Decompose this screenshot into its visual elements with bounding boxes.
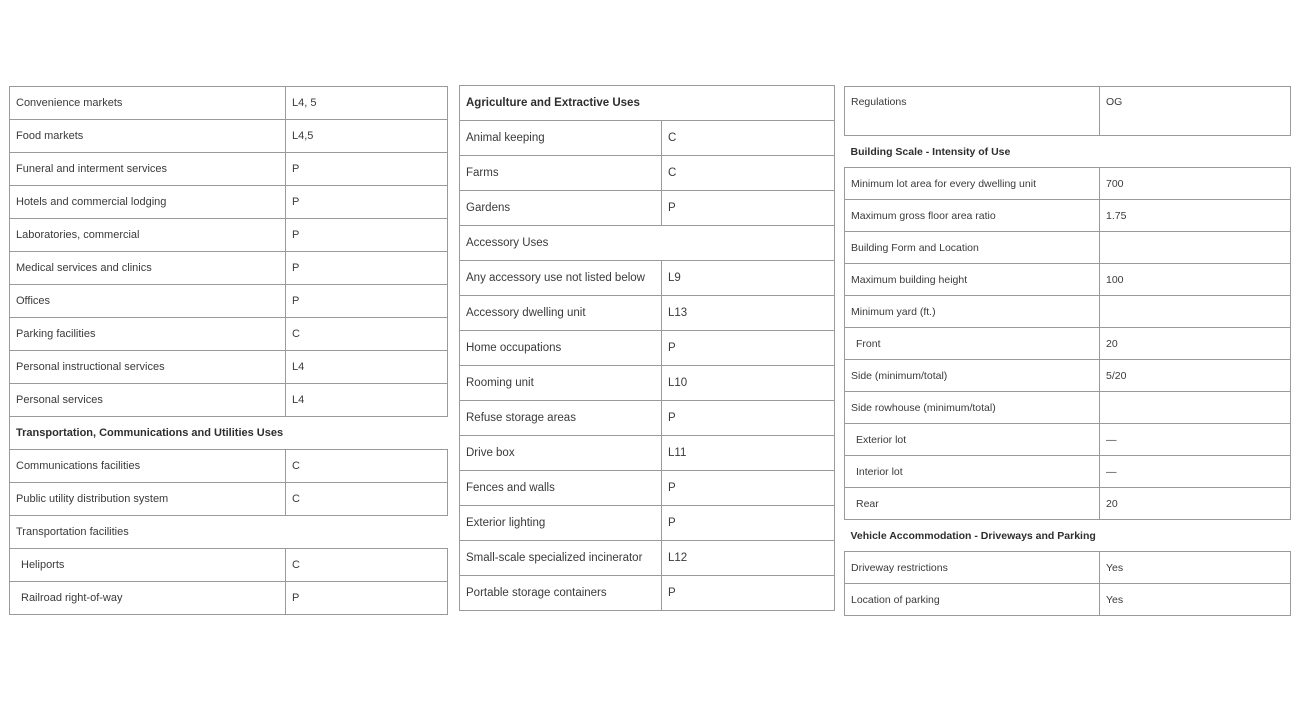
- row-value-empty: [1100, 232, 1291, 264]
- row-value: L11: [662, 436, 835, 471]
- table-row: [460, 471, 835, 506]
- table-row: [10, 120, 448, 153]
- row-label: Animal keeping: [460, 121, 662, 156]
- row-label: Hotels and commercial lodging: [10, 186, 286, 219]
- row-label: Interior lot: [845, 456, 1100, 488]
- table-row: [460, 366, 835, 401]
- row-value: 1.75: [1100, 200, 1291, 232]
- row-label: Drive box: [460, 436, 662, 471]
- row-label: Building Form and Location: [845, 232, 1100, 264]
- row-label: Minimum lot area for every dwelling unit: [845, 168, 1100, 200]
- table-row: [10, 153, 448, 186]
- row-value: 5/20: [1100, 360, 1291, 392]
- row-value-empty: [1100, 296, 1291, 328]
- table-row: [460, 261, 835, 296]
- row-label: Heliports: [10, 549, 286, 582]
- row-value: P: [662, 191, 835, 226]
- row-value: —: [1100, 456, 1291, 488]
- row-label: Side (minimum/total): [845, 360, 1100, 392]
- row-label: Accessory dwelling unit: [460, 296, 662, 331]
- table-row: [460, 191, 835, 226]
- row-label: Front: [845, 328, 1100, 360]
- row-value: P: [286, 285, 448, 318]
- row-value: C: [286, 318, 448, 351]
- uses-table-agriculture-accessory: [459, 85, 835, 611]
- table-row: [845, 392, 1291, 424]
- row-value: P: [286, 252, 448, 285]
- row-value: 100: [1100, 264, 1291, 296]
- row-label: Exterior lighting: [460, 506, 662, 541]
- table-row: [460, 156, 835, 191]
- row-value: L4,5: [286, 120, 448, 153]
- row-label: Personal instructional services: [10, 351, 286, 384]
- row-label: Minimum yard (ft.): [845, 296, 1100, 328]
- table-row: [10, 87, 448, 120]
- row-label: Fences and walls: [460, 471, 662, 506]
- table-row: [845, 424, 1291, 456]
- section-row: [460, 226, 835, 261]
- row-label: Exterior lot: [845, 424, 1100, 456]
- row-label: Maximum building height: [845, 264, 1100, 296]
- row-value: C: [286, 549, 448, 582]
- row-label: Side rowhouse (minimum/total): [845, 392, 1100, 424]
- row-value: P: [286, 186, 448, 219]
- row-value: C: [662, 121, 835, 156]
- table-row: [10, 549, 448, 582]
- row-label: Communications facilities: [10, 450, 286, 483]
- section-row: [10, 417, 448, 450]
- table-row: [10, 483, 448, 516]
- row-value: —: [1100, 424, 1291, 456]
- section-row: [845, 520, 1291, 552]
- row-value-empty: [1100, 392, 1291, 424]
- subsection-row: [10, 516, 448, 549]
- row-value: P: [662, 401, 835, 436]
- row-value: 700: [1100, 168, 1291, 200]
- row-label: Convenience markets: [10, 87, 286, 120]
- row-value: C: [286, 483, 448, 516]
- table-row: [10, 285, 448, 318]
- row-value: 20: [1100, 328, 1291, 360]
- row-value: P: [286, 219, 448, 252]
- table-row: [460, 401, 835, 436]
- row-label: Public utility distribution system: [10, 483, 286, 516]
- row-value: C: [662, 156, 835, 191]
- row-label: Driveway restrictions: [845, 552, 1100, 584]
- regulations-header-label: Regulations: [845, 87, 1100, 136]
- row-value: L4: [286, 351, 448, 384]
- row-label: Small-scale specialized incinerator: [460, 541, 662, 576]
- row-value: C: [286, 450, 448, 483]
- row-value: 20: [1100, 488, 1291, 520]
- header-row: [845, 87, 1291, 136]
- section-heading-agriculture: Agriculture and Extractive Uses: [460, 86, 835, 121]
- table-row: [460, 296, 835, 331]
- row-value: P: [662, 576, 835, 611]
- table-row: [10, 582, 448, 615]
- section-heading-transportation: Transportation, Communications and Utilities Uses: [10, 417, 448, 450]
- row-label: Offices: [10, 285, 286, 318]
- table-row: [845, 264, 1291, 296]
- section-heading-accessory: Accessory Uses: [460, 226, 835, 261]
- row-label: Maximum gross floor area ratio: [845, 200, 1100, 232]
- row-label: Portable storage containers: [460, 576, 662, 611]
- table-row: [460, 506, 835, 541]
- table-row: [460, 331, 835, 366]
- row-value: L12: [662, 541, 835, 576]
- section-heading-vehicle: Vehicle Accommodation - Driveways and Parking: [845, 520, 1291, 552]
- row-value: Yes: [1100, 584, 1291, 616]
- table-row: [460, 436, 835, 471]
- row-value: P: [662, 331, 835, 366]
- table-row: [845, 200, 1291, 232]
- table-row: [845, 456, 1291, 488]
- row-label: Funeral and interment services: [10, 153, 286, 186]
- table-row: [10, 450, 448, 483]
- table-row: [845, 584, 1291, 616]
- row-label: Gardens: [460, 191, 662, 226]
- table-row: [10, 384, 448, 417]
- section-row: [460, 86, 835, 121]
- table-row: [845, 296, 1291, 328]
- row-value: L10: [662, 366, 835, 401]
- table-row: [10, 186, 448, 219]
- table-row: [10, 351, 448, 384]
- row-label: Refuse storage areas: [460, 401, 662, 436]
- section-row: [845, 136, 1291, 168]
- row-value: L13: [662, 296, 835, 331]
- row-label: Railroad right-of-way: [10, 582, 286, 615]
- row-value: P: [662, 506, 835, 541]
- table-row: [845, 168, 1291, 200]
- table-row: [460, 576, 835, 611]
- table-row: [10, 252, 448, 285]
- row-label: Location of parking: [845, 584, 1100, 616]
- row-value: P: [286, 153, 448, 186]
- table-row: [845, 232, 1291, 264]
- uses-table-commercial: [9, 86, 448, 615]
- table-row: [10, 219, 448, 252]
- row-label: Farms: [460, 156, 662, 191]
- row-label: Rooming unit: [460, 366, 662, 401]
- row-label: Any accessory use not listed below: [460, 261, 662, 296]
- row-label: Laboratories, commercial: [10, 219, 286, 252]
- table-row: [845, 328, 1291, 360]
- table-row: [845, 488, 1291, 520]
- row-label: Food markets: [10, 120, 286, 153]
- table-row: [460, 121, 835, 156]
- table-row: [460, 541, 835, 576]
- table-row: [10, 318, 448, 351]
- row-value: L4, 5: [286, 87, 448, 120]
- subsection-transportation-facilities: Transportation facilities: [10, 516, 448, 549]
- row-value: L9: [662, 261, 835, 296]
- row-value: P: [286, 582, 448, 615]
- section-heading-building-scale: Building Scale - Intensity of Use: [845, 136, 1291, 168]
- row-value: L4: [286, 384, 448, 417]
- table-row: [845, 360, 1291, 392]
- row-value: Yes: [1100, 552, 1291, 584]
- row-value: P: [662, 471, 835, 506]
- row-label: Medical services and clinics: [10, 252, 286, 285]
- district-header-value: OG: [1100, 87, 1291, 136]
- table-row: [845, 552, 1291, 584]
- row-label: Personal services: [10, 384, 286, 417]
- regulations-table: [844, 86, 1291, 616]
- row-label: Home occupations: [460, 331, 662, 366]
- row-label: Rear: [845, 488, 1100, 520]
- row-label: Parking facilities: [10, 318, 286, 351]
